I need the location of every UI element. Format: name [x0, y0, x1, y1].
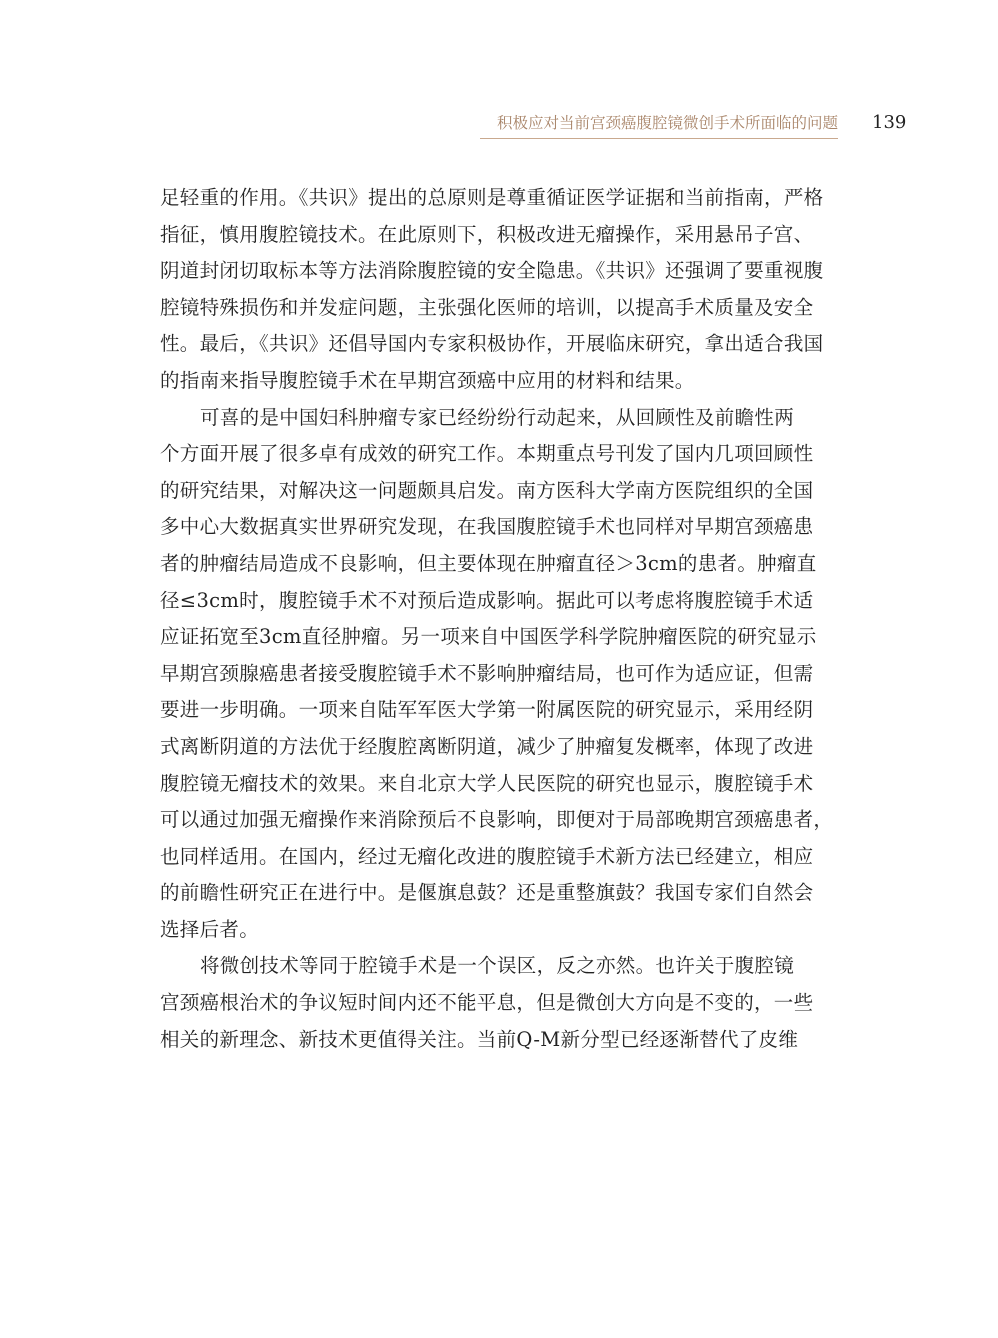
body-text — [160, 180, 860, 1058]
text-line: 足轻重的作用。《共识》提出的总原则是尊重循证医学证据和当前指南，严格 — [160, 186, 824, 209]
text-line: 相关的新理念、新技术更值得关注。当前Q-M新分型已经逐渐替代了皮维 — [160, 1027, 799, 1051]
text-line: 式离断阴道的方法优于经腹腔离断阴道，减少了肿瘤复发概率，体现了改进 — [160, 734, 814, 758]
text-line: 者的肿瘤结局造成不良影响，但主要体现在肿瘤直径＞3cm的患者。肿瘤直 — [160, 551, 817, 575]
text-line: 径≤3cm时，腹腔镜手术不对预后造成影响。据此可以考虑将腹腔镜手术适 — [160, 588, 814, 612]
text-line: 选择后者。 — [160, 917, 260, 941]
page-number: 139 — [872, 112, 907, 133]
text-line: 腔镜特殊损伤和并发症问题，主张强化医师的培训，以提高手术质量及安全 — [160, 295, 814, 319]
text-line: 早期宫颈腺癌患者接受腹腔镜手术不影响肿瘤结局，也可作为适应证，但需 — [160, 661, 814, 685]
text-line: 性。最后，《共识》还倡导国内专家积极协作，开展临床研究，拿出适合我国 — [160, 332, 824, 356]
text-line: 多中心大数据真实世界研究发现，在我国腹腔镜手术也同样对早期宫颈癌患 — [160, 515, 814, 539]
text-line: 腹腔镜无瘤技术的效果。来自北京大学人民医院的研究也显示，腹腔镜手术 — [160, 771, 814, 795]
running-title: 积极应对当前宫颈癌腹腔镜微创手术所面临的问题 — [496, 114, 838, 132]
text-line: 阴道封闭切取标本等方法消除腹腔镜的安全隐患。《共识》还强调了要重视腹 — [160, 259, 824, 283]
text-line: 要进一步明确。一项来自陆军军医大学第一附属医院的研究显示，采用经阴 — [160, 698, 814, 722]
text-line: 也同样适用。在国内，经过无瘤化改进的腹腔镜手术新方法已经建立，相应 — [160, 844, 814, 868]
running-head — [480, 112, 838, 139]
text-line: 指征，慎用腹腔镜技术。在此原则下，积极改进无瘤操作，采用悬吊子宫、 — [160, 222, 814, 246]
text-line: 个方面开展了很多卓有成效的研究工作。本期重点号刊发了国内几项回顾性 — [160, 442, 814, 466]
text-line: 可以通过加强无瘤操作来消除预后不良影响，即便对于局部晚期宫颈癌患者， — [160, 808, 834, 832]
text-line: 的指南来指导腹腔镜手术在早期宫颈癌中应用的材料和结果。 — [160, 368, 695, 392]
text-line: 应证拓宽至3cm直径肿瘤。另一项来自中国医学科学院肿瘤医院的研究显示 — [160, 625, 817, 649]
text-line: 的前瞻性研究正在进行中。是偃旗息鼓？还是重整旗鼓？我国专家们自然会 — [160, 881, 814, 905]
paragraph-start-line: 将微创技术等同于腔镜手术是一个误区，反之亦然。也许关于腹腔镜 — [200, 954, 795, 978]
text-line: 宫颈癌根治术的争议短时间内还不能平息，但是微创大方向是不变的，一些 — [160, 991, 814, 1015]
paragraph-start-line: 可喜的是中国妇科肿瘤专家已经纷纷行动起来，从回顾性及前瞻性两 — [200, 405, 795, 429]
text-line: 的研究结果，对解决这一问题颇具启发。南方医科大学南方医院组织的全国 — [160, 478, 814, 502]
